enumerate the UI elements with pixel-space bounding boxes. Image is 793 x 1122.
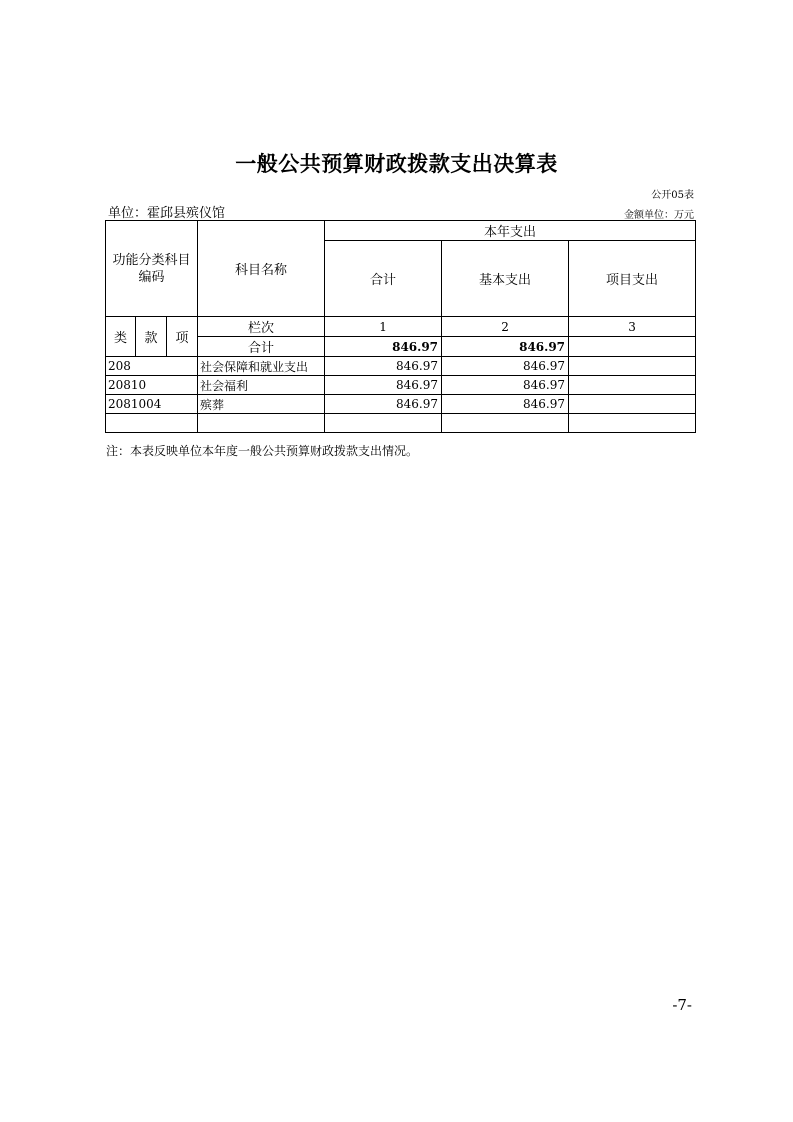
- document-title: 一般公共预算财政拨款支出决算表: [235, 152, 558, 176]
- table-row: [106, 376, 696, 395]
- row-name: 社会福利: [198, 376, 325, 395]
- header-this-year: 本年支出: [325, 221, 696, 241]
- row-name: 社会保障和就业支出: [198, 357, 325, 376]
- budget-table: [105, 220, 696, 433]
- row-total: 846.97: [325, 395, 442, 414]
- total-row-total: 846.97: [325, 337, 442, 357]
- amount-unit-label: 金额单位：万元: [624, 210, 694, 221]
- row-total: 846.97: [325, 357, 442, 376]
- row-code: 2081004: [106, 395, 198, 414]
- header-xiang: 项: [167, 317, 198, 357]
- unit-label: 单位：霍邱县殡仪馆: [108, 206, 226, 221]
- row-basic: 846.97: [442, 395, 569, 414]
- header-func-code: 功能分类科目编码: [106, 221, 198, 317]
- row-code: 208: [106, 357, 198, 376]
- empty-cell: [198, 414, 325, 433]
- header-col-2: 2: [442, 317, 569, 337]
- table-note: 注：本表反映单位本年度一般公共预算财政拨款支出情况。: [106, 444, 419, 458]
- header-col-3: 3: [569, 317, 696, 337]
- header-lei: 类: [106, 317, 136, 357]
- empty-cell: [442, 414, 569, 433]
- table-row: [106, 357, 696, 376]
- header-basic: 基本支出: [442, 241, 569, 317]
- row-name: 殡葬: [198, 395, 325, 414]
- row-basic: 846.97: [442, 357, 569, 376]
- header-project: 项目支出: [569, 241, 696, 317]
- header-column-no: 栏次: [198, 317, 325, 337]
- row-project: [569, 395, 696, 414]
- row-project: [569, 357, 696, 376]
- total-row-project: [569, 337, 696, 357]
- page-number: -7-: [672, 996, 692, 1014]
- header-total: 合计: [325, 241, 442, 317]
- total-row-basic: 846.97: [442, 337, 569, 357]
- header-kuan: 款: [136, 317, 167, 357]
- empty-row: [106, 414, 696, 433]
- row-code: 20810: [106, 376, 198, 395]
- empty-cell: [106, 414, 198, 433]
- header-col-1: 1: [325, 317, 442, 337]
- empty-cell: [569, 414, 696, 433]
- row-project: [569, 376, 696, 395]
- total-row-label: 合计: [198, 337, 325, 357]
- row-basic: 846.97: [442, 376, 569, 395]
- empty-cell: [325, 414, 442, 433]
- form-number: 公开05表: [651, 190, 694, 201]
- row-total: 846.97: [325, 376, 442, 395]
- header-subject-name: 科目名称: [198, 221, 325, 317]
- table-row: [106, 395, 696, 414]
